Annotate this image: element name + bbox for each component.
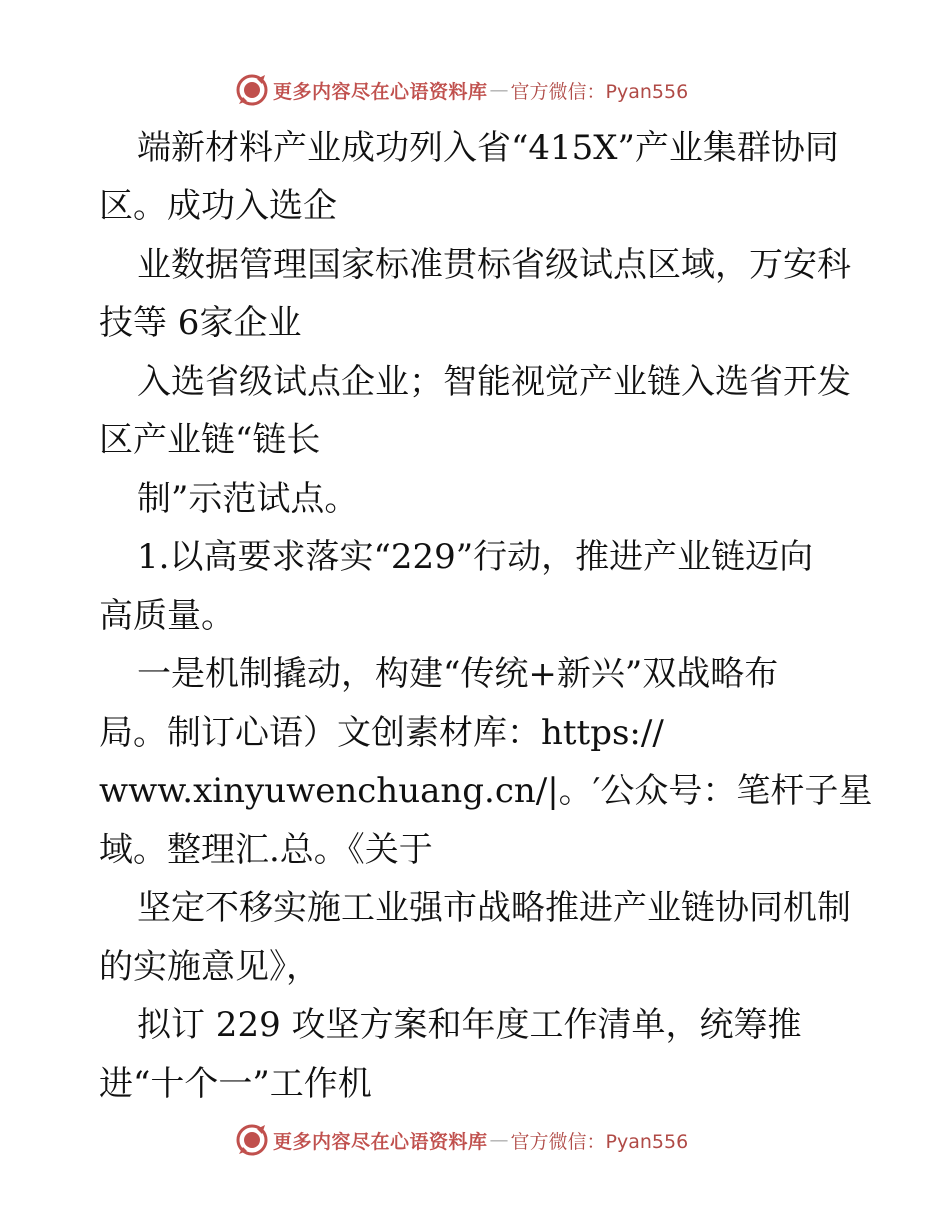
text-line: 一是机制撬动，构建“传统+新兴”双战略布 xyxy=(137,654,779,694)
watermark-contact: 官方微信：Pyan556 xyxy=(510,80,689,103)
text-line: 业数据管理国家标准贯标省级试点区域，万安科 xyxy=(137,245,851,285)
text-line: 入选省级试点企业；智能视觉产业链入选省开发 xyxy=(137,362,851,402)
text-line: 域。整理汇.总。《关于 xyxy=(99,830,433,870)
text-line: 拟订 229 攻坚方案和年度工作清单，统筹推 xyxy=(137,1005,802,1045)
text-line: 高质量。 xyxy=(99,596,235,636)
text-line: 区产业链“链长 xyxy=(99,420,321,460)
text-line: 局。制订心语）文创素材库：https:// xyxy=(99,713,664,753)
text-line: www.xinyuwenchuang.cn/|。′公众号：笔杆子星 xyxy=(99,771,873,811)
text-line: 制”示范试点。 xyxy=(137,479,359,519)
watermark-brand: 更多内容尽在心语资料库 xyxy=(273,1130,488,1153)
text-line: 技等 6家企业 xyxy=(99,303,302,343)
text-line: 坚定不移实施工业强市战略推进产业链协同机制 xyxy=(137,888,851,928)
text-line: 端新材料产业成功列入省“415X”产业集群协同 xyxy=(137,128,839,168)
watermark-footer xyxy=(235,1123,688,1157)
watermark-contact: 官方微信：Pyan556 xyxy=(510,1130,689,1153)
brand-logo-icon xyxy=(235,1123,269,1157)
text-line: 区。成功入选企 xyxy=(99,186,337,226)
text-line: 1.以高要求落实“229”行动，推进产业链迈向 xyxy=(137,537,814,577)
text-line: 进“十个一”工作机 xyxy=(99,1064,372,1104)
watermark-brand: 更多内容尽在心语资料库 xyxy=(273,80,488,103)
watermark-separator: — xyxy=(489,79,509,101)
watermark-separator: — xyxy=(489,1129,509,1151)
text-line: 的实施意见》， xyxy=(99,947,320,987)
